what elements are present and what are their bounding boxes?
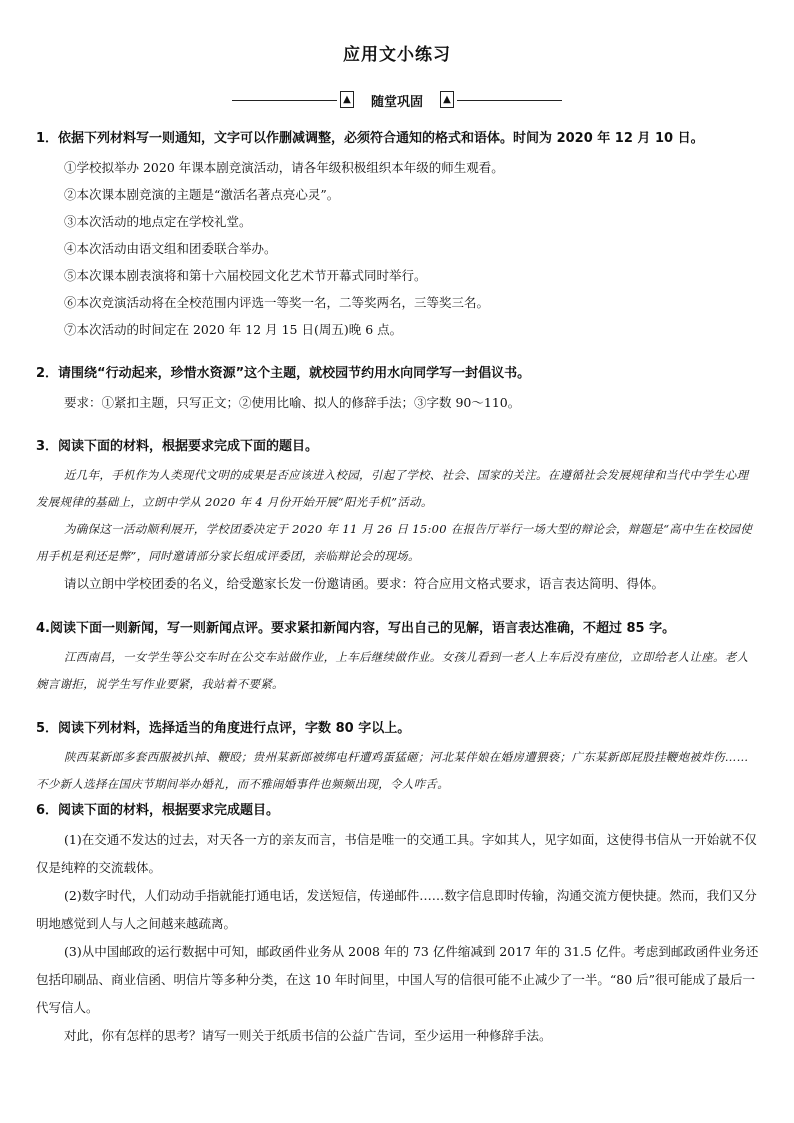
page-title: 应用文小练习 — [343, 45, 451, 65]
flame-icon: ▲ — [440, 91, 454, 108]
question-2 — [36, 365, 760, 416]
question-4 — [36, 620, 760, 698]
section-banner-label: 随堂巩固 — [370, 95, 423, 110]
question-1 — [36, 130, 760, 343]
question-1-item: ③本次活动的地点定在学校礼堂。 — [64, 214, 252, 229]
question-1-title: 1．依据下列材料写一则通知，文字可以作删减调整，必须符合通知的格式和语体。时间为 2020 年 12 月 10 日。 — [36, 131, 704, 146]
question-5-title: 5．阅读下列材料，选择适当的角度进行点评，字数 80 字以上。 — [36, 721, 411, 736]
question-6-task: 对此，你有怎样的思考？请写一则关于纸质书信的公益广告词，至少运用一种修辞手法。 — [64, 1028, 552, 1043]
question-1-item: ①学校拟举办 2020 年课本剧竞演活动，请各年级积极组织本年级的师生观看。 — [64, 160, 504, 175]
question-1-item: ⑤本次课本剧表演将和第十六届校园文化艺术节开幕式同时举行。 — [64, 268, 427, 283]
question-6 — [36, 802, 760, 1050]
question-3-material-paragraph: 近几年，手机作为人类现代文明的成果是否应该进入校园，引起了学校、社会、国家的关注。在遵循社会发展规律和当代中学生心理发展规律的基础上，立朗中学从 2020 年 4 月份开始开展“阳光手机”活动。 — [36, 468, 749, 509]
question-3-material-paragraph: 为确保这一活动顺利展开，学校团委决定于 2020 年 11 月 26 日 15:00 在报告厅举行一场大型的辩论会，辩题是“高中生在校园使用手机是利还是弊”，同时邀请部分家长组成评委团，亲临辩论会的现场。 — [36, 522, 752, 563]
question-6-paragraph: (3)从中国邮政的运行数据中可知，邮政函件业务从 2008 年的 73 亿件缩减到 2017 年的 31.5 亿件。考虑到邮政函件业务还包括印刷品、商业信函、明信片等多种分类，在这 10 年时间里，中国人写的信很可能不止减少了一半。“80 后”很可能成了最后一代写信人。 — [36, 944, 759, 1015]
question-5-material: 陕西某新郎多套西服被扒掉、鞭殴；贵州某新郎被绑电杆遭鸡蛋猛砸；河北某伴娘在婚房遭猥亵；广东某新郎屁股挂鞭炮被炸伤……不少新人选择在国庆节期间举办婚礼，而不雅闹婚事件也频频出现，令人咋舌。 — [36, 750, 749, 791]
question-6-title: 6．阅读下面的材料，根据要求完成题目。 — [36, 803, 280, 818]
question-6-paragraph: (2)数字时代，人们动动手指就能打通电话，发送短信，传递邮件……数字信息即时传输，沟通交流方便快捷。然而，我们又分明地感觉到人与人之间越来越疏离。 — [36, 888, 757, 931]
question-2-requirement: 要求：①紧扣主题，只写正文；②使用比喻、拟人的修辞手法；③字数 90～110。 — [64, 395, 521, 410]
question-4-news: 江西南昌，一女学生等公交车时在公交车站做作业，上车后继续做作业。女孩儿看到一老人上车后没有座位，立即给老人让座。老人婉言谢拒，说学生写作业要紧，我站着不要紧。 — [36, 650, 749, 691]
question-4-title: 4.阅读下面一则新闻，写一则新闻点评。要求紧扣新闻内容，写出自己的见解，语言表达准确，不超过 85 字。 — [36, 621, 676, 636]
question-6-paragraph: (1)在交通不发达的过去，对天各一方的亲友而言，书信是唯一的交通工具。字如其人，见字如面，这使得书信从一开始就不仅仅是纯粹的交流载体。 — [36, 832, 757, 875]
questions — [36, 126, 760, 1050]
section-banner — [232, 90, 562, 112]
question-3 — [36, 438, 760, 598]
question-1-item: ⑦本次活动的时间定在 2020 年 12 月 15 日(周五)晚 6 点。 — [64, 322, 403, 337]
divider-right — [457, 100, 562, 101]
question-1-item: ②本次课本剧竞演的主题是“激活名著点亮心灵”。 — [64, 187, 340, 202]
question-3-task: 请以立朗中学校团委的名义，给受邀家长发一份邀请函。要求：符合应用文格式要求，语言表达简明、得体。 — [64, 576, 665, 591]
question-3-title: 3．阅读下面的材料，根据要求完成下面的题目。 — [36, 439, 319, 454]
question-5 — [36, 720, 760, 798]
question-2-title: 2．请围绕“行动起来，珍惜水资源”这个主题，就校园节约用水向同学写一封倡议书。 — [36, 366, 531, 381]
question-1-item: ④本次活动由语文组和团委联合举办。 — [64, 241, 277, 256]
flame-icon: ▲ — [340, 91, 354, 108]
question-1-item: ⑥本次竞演活动将在全校范围内评选一等奖一名，二等奖两名，三等奖三名。 — [64, 295, 490, 310]
